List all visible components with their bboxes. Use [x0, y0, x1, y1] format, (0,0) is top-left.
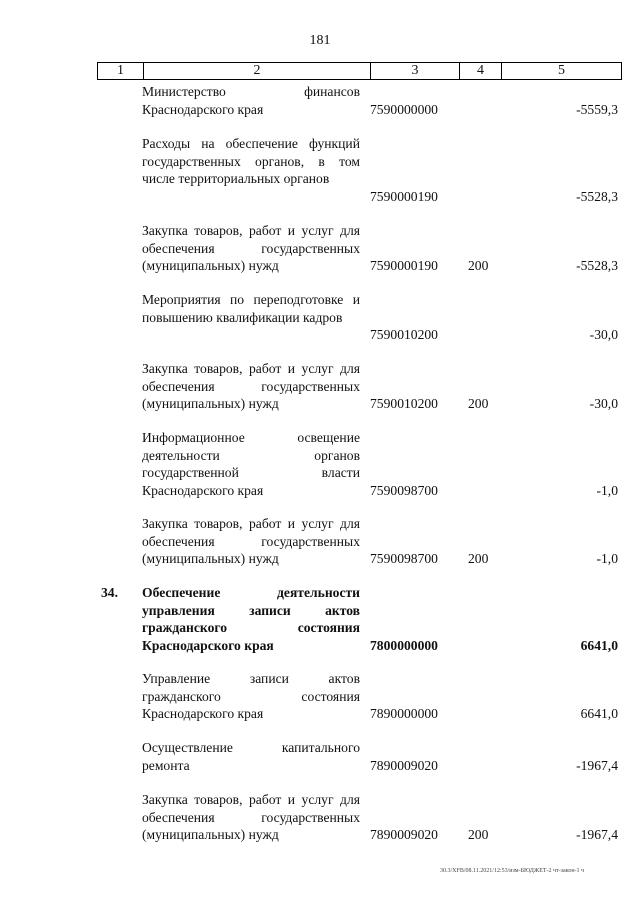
- row-amount: -5559,3: [576, 102, 618, 117]
- row-code: 7590098700: [370, 483, 438, 498]
- row-name: Закупка товаров, работ и услуг для обеспечения государственных (муниципальных) нужд: [142, 223, 360, 273]
- row-amount: -1967,4: [576, 827, 618, 842]
- page-number: 181: [309, 33, 331, 48]
- row-code: 7590000000: [370, 102, 438, 117]
- row-name: Информационное освещение деятельности органов государственной власти Краснодарского края: [142, 430, 360, 498]
- column-header: [97, 62, 622, 80]
- column-header-3: 3: [371, 63, 460, 80]
- row-name: Мероприятия по переподготовке и повышению квалификации кадров: [142, 292, 360, 325]
- row-amount: -30,0: [589, 396, 618, 411]
- row-name: Обеспечение деятельности управления записи актов гражданского состояния Краснодарского края: [142, 585, 360, 653]
- row-code: 7890009020: [370, 827, 438, 842]
- row-amount: -5528,3: [576, 258, 618, 273]
- row-code: 7800000000: [370, 638, 438, 653]
- row-expense-type: 200: [468, 258, 489, 273]
- row-amount: -1967,4: [576, 758, 618, 773]
- row-amount: -1,0: [596, 483, 618, 498]
- row-name: Расходы на обеспечение функций государственных органов, в том числе территориальных органов: [142, 136, 360, 186]
- row-number: 34.: [101, 585, 118, 600]
- row-name: Закупка товаров, работ и услуг для обеспечения государственных (муниципальных) нужд: [142, 361, 360, 411]
- row-amount: -1,0: [596, 551, 618, 566]
- row-code: 7890000000: [370, 706, 438, 721]
- row-code: 7590000190: [370, 189, 438, 204]
- row-amount: 6641,0: [580, 638, 618, 653]
- row-amount: -30,0: [589, 327, 618, 342]
- row-amount: 6641,0: [580, 706, 618, 721]
- row-name: Закупка товаров, работ и услуг для обеспечения государственных (муниципальных) нужд: [142, 792, 360, 842]
- column-header-4: 4: [460, 63, 502, 80]
- column-header-1: 1: [98, 63, 144, 80]
- row-expense-type: 200: [468, 396, 489, 411]
- row-code: 7590010200: [370, 396, 438, 411]
- row-code: 7890009020: [370, 758, 438, 773]
- row-name: Министерство финансов Краснодарского края: [142, 84, 360, 117]
- row-name: Осуществление капитального ремонта: [142, 740, 360, 773]
- row-code: 7590098700: [370, 551, 438, 566]
- column-header-5: 5: [502, 63, 622, 80]
- row-name: Управление записи актов гражданского состояния Краснодарского края: [142, 671, 360, 721]
- row-amount: -5528,3: [576, 189, 618, 204]
- row-expense-type: 200: [468, 551, 489, 566]
- row-name: Закупка товаров, работ и услуг для обеспечения государственных (муниципальных) нужд: [142, 516, 360, 566]
- row-expense-type: 200: [468, 827, 489, 842]
- row-code: 7590000190: [370, 258, 438, 273]
- footer-document-id: 30.3/XFB/08.11.2021/12:53/изм-БЮДЖЕТ-2 чт-закон-1 ч: [440, 868, 585, 874]
- column-header-2: 2: [144, 63, 371, 80]
- row-code: 7590010200: [370, 327, 438, 342]
